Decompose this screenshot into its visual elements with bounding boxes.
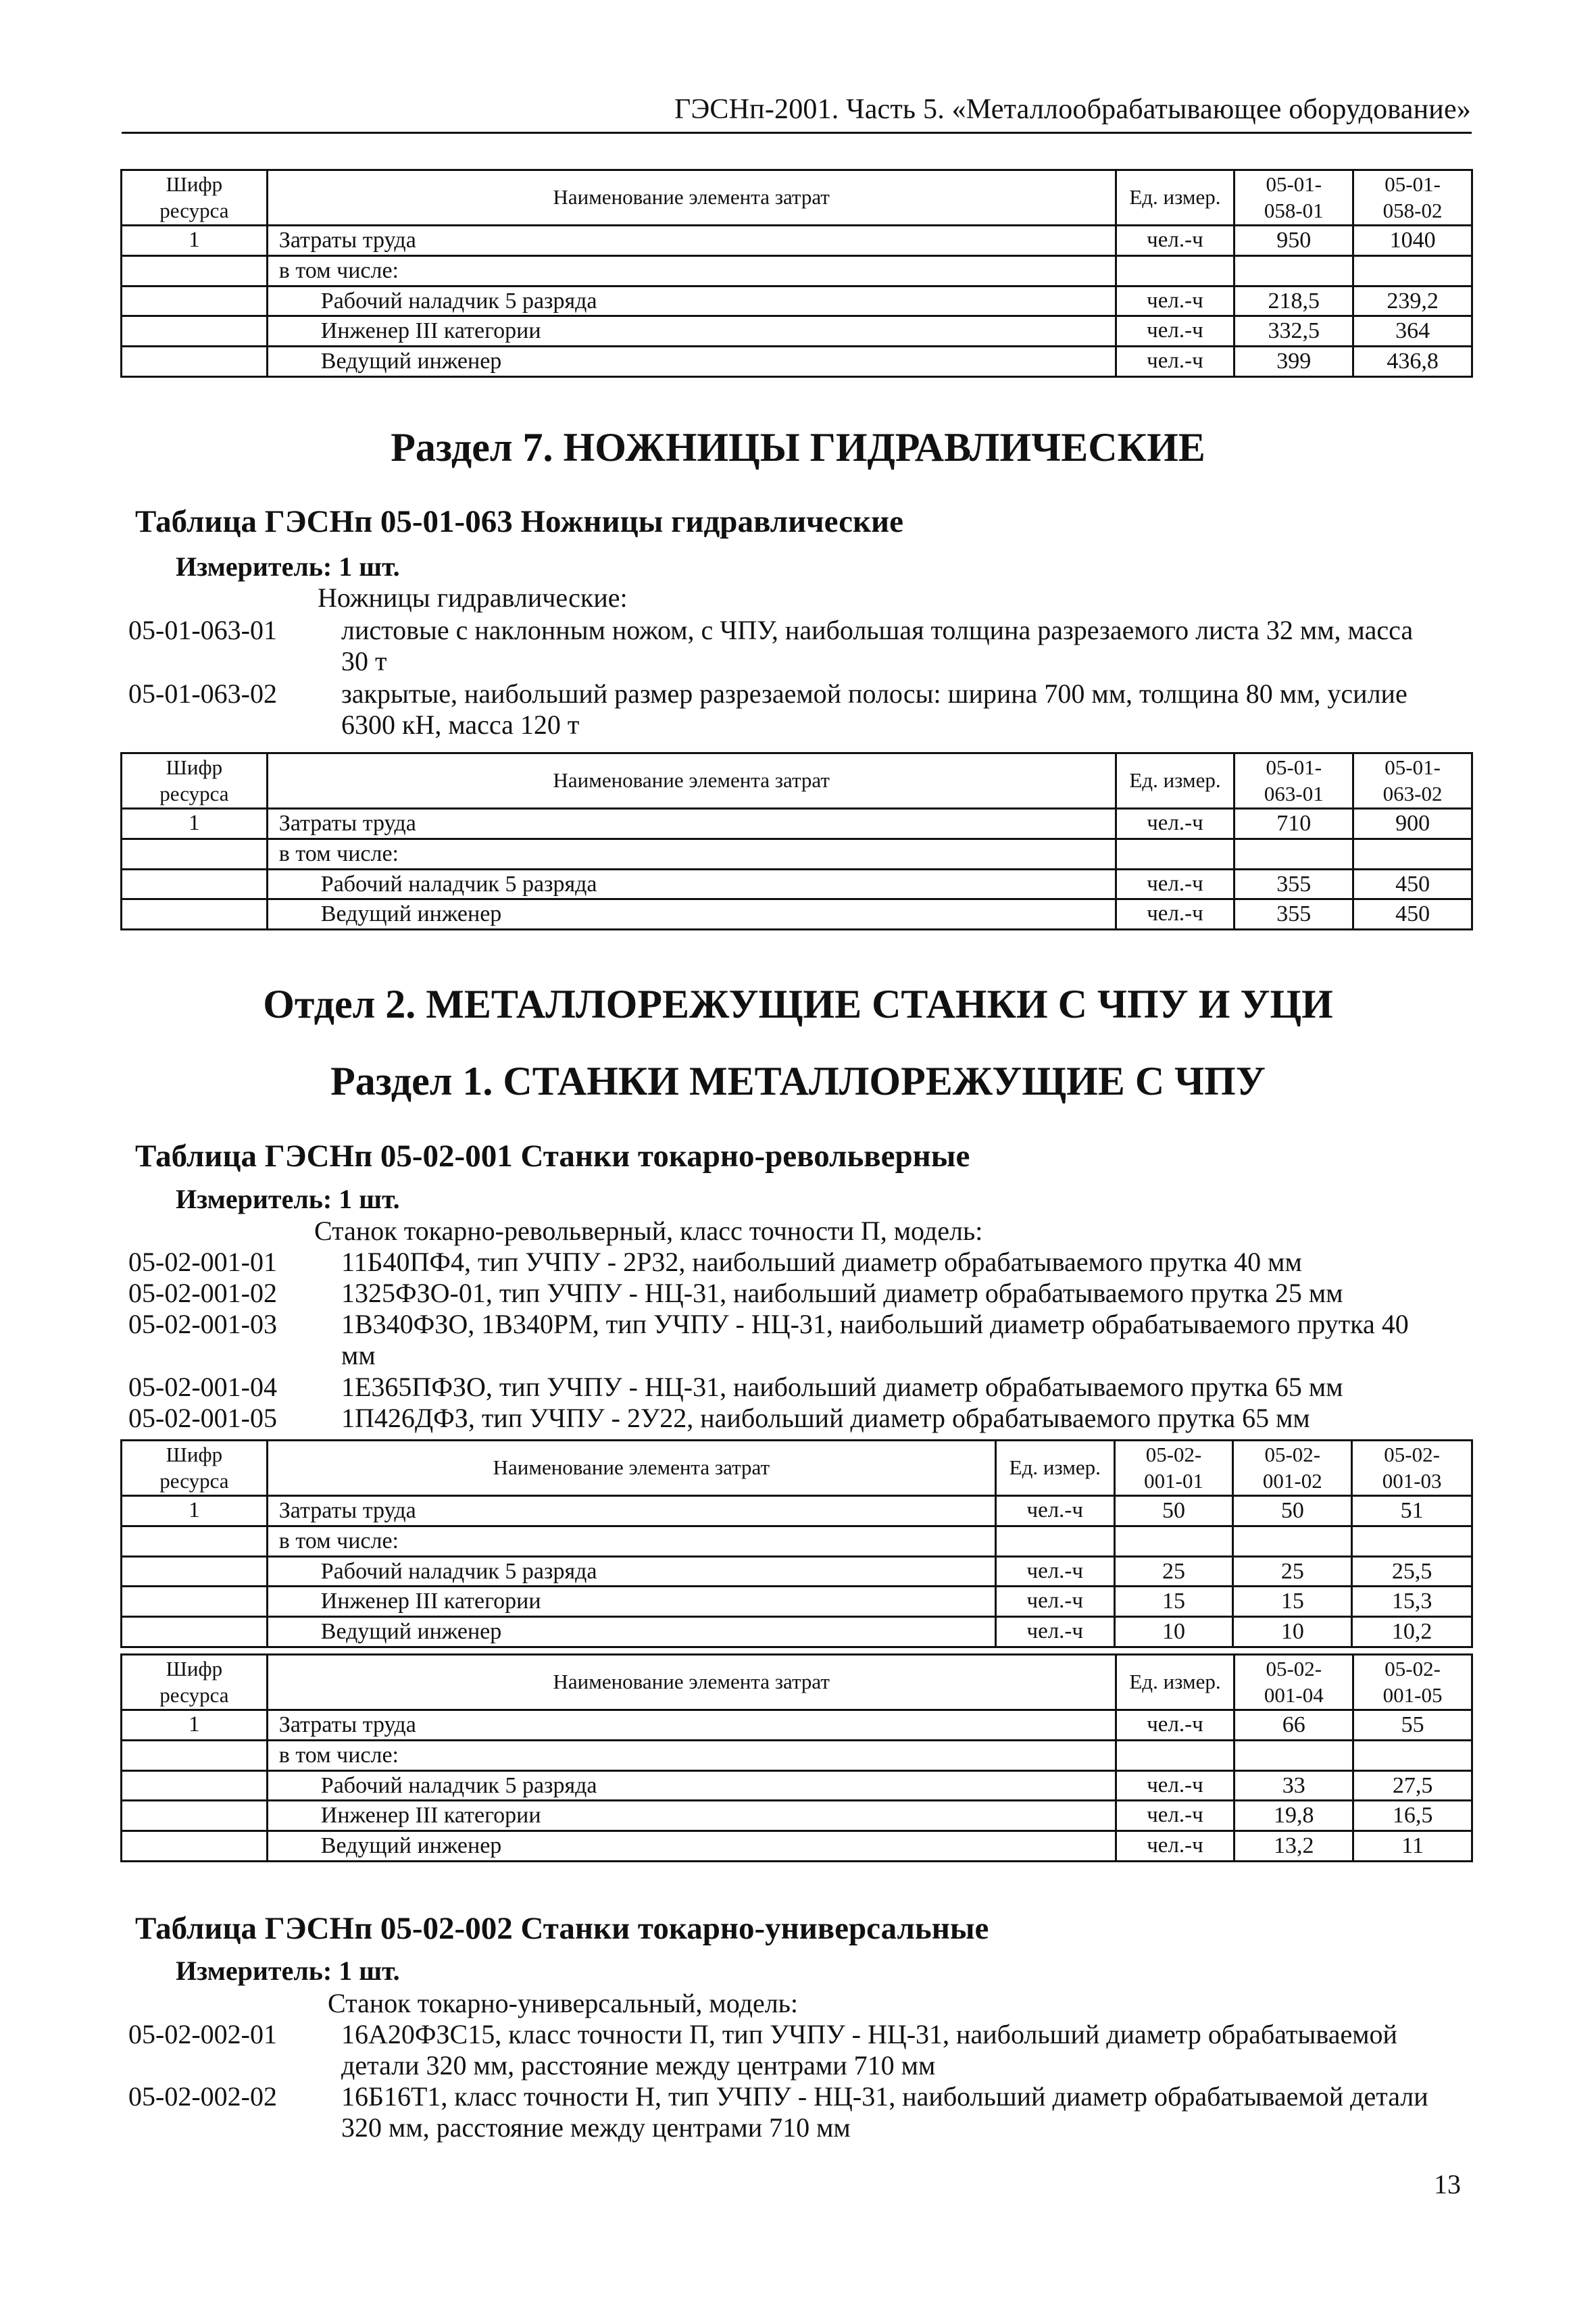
table-02-001-title: Таблица ГЭСНп 05-02-001 Станки токарно-револьверные: [135, 1139, 970, 1174]
item-description: 1П426ДФЗ, тип УЧПУ - 2У22, наибольший диаметр обрабатываемого прутка 65 мм: [341, 1403, 1310, 1433]
item-code: 05-02-001-04: [128, 1372, 277, 1402]
row-name: Инженер III категории: [320, 318, 541, 344]
table-063-meter: Измеритель: 1 шт.: [176, 551, 400, 582]
row-value: [1114, 1526, 1233, 1556]
row-name: Инженер III категории: [320, 1589, 541, 1614]
row-unit: [995, 1526, 1114, 1556]
row-code: 1: [122, 1496, 268, 1526]
row-code: [122, 1740, 268, 1770]
col-header-code: Шифр ресурса: [122, 1441, 268, 1496]
col-header-001-02: 05-02- 001-02: [1233, 1441, 1352, 1496]
col-header-058-02: 05-01- 058-02: [1353, 170, 1472, 226]
department-2-heading: Отдел 2. МЕТАЛЛОРЕЖУЩИЕ СТАНКИ С ЧПУ И УЦИ: [263, 982, 1333, 1026]
row-value: 16,5: [1353, 1801, 1472, 1831]
col-header-code: Шифр ресурса: [122, 170, 268, 226]
row-unit: чел.-ч: [1116, 1801, 1235, 1831]
col-header-name: Наименование элемента затрат: [267, 1655, 1116, 1710]
item-description: листовые с наклонным ножом, с ЧПУ, наибольшая толщина разрезаемого листа 32 мм, масса 30 т: [341, 615, 1414, 676]
item-code: 05-01-063-01: [128, 615, 277, 645]
col-header-063-01: 05-01- 063-01: [1235, 753, 1353, 809]
table-063-title: Таблица ГЭСНп 05-01-063 Ножницы гидравлические: [135, 504, 903, 539]
row-value: [1235, 255, 1353, 286]
row-value: 50: [1114, 1496, 1233, 1526]
row-unit: чел.-ч: [1116, 347, 1235, 377]
cost-table-058: [120, 169, 1473, 378]
row-value: 10: [1114, 1617, 1233, 1647]
table-02-002-title: Таблица ГЭСНп 05-02-002 Станки токарно-универсальные: [135, 1911, 989, 1946]
row-code: [122, 286, 268, 316]
row-value: [1235, 839, 1353, 869]
col-header-001-04: 05-02- 001-04: [1235, 1655, 1353, 1710]
row-value: 364: [1353, 316, 1472, 347]
col-header-code: Шифр ресурса: [122, 1655, 268, 1710]
col-header-unit: Ед. измер.: [1116, 170, 1235, 226]
row-value: 27,5: [1353, 1770, 1472, 1801]
row-name: Рабочий наладчик 5 разряда: [320, 871, 597, 897]
row-unit: чел.-ч: [1116, 226, 1235, 256]
row-name: Инженер III категории: [320, 1803, 541, 1828]
row-value: 332,5: [1235, 316, 1353, 347]
row-name: Затраты труда: [267, 809, 1116, 839]
row-value: 450: [1353, 899, 1472, 930]
row-code: [122, 1556, 268, 1587]
table-row: [122, 1801, 1472, 1831]
row-value: 710: [1235, 809, 1353, 839]
row-code: 1: [122, 226, 268, 256]
row-name: Рабочий наладчик 5 разряда: [320, 1772, 597, 1798]
row-unit: чел.-ч: [995, 1496, 1114, 1526]
table-row: [122, 255, 1472, 286]
row-name: Рабочий наладчик 5 разряда: [320, 288, 597, 314]
table-row: [122, 1740, 1472, 1770]
table-02-001-meter: Измеритель: 1 шт.: [176, 1184, 400, 1214]
item-code: 05-02-002-01: [128, 2019, 277, 2049]
row-name: Ведущий инженер: [320, 1833, 502, 1859]
item-description: 11Б40ПФ4, тип УЧПУ - 2Р32, наибольший диаметр обрабатываемого прутка 40 мм: [341, 1247, 1302, 1277]
row-value: [1353, 1740, 1472, 1770]
row-name: в том числе:: [267, 1526, 995, 1556]
row-unit: [1116, 1740, 1235, 1770]
table-row: [122, 809, 1472, 839]
cost-table-02-001-a: [120, 1439, 1473, 1648]
row-code: [122, 316, 268, 347]
item-code: 05-02-001-01: [128, 1247, 277, 1277]
row-value: 19,8: [1235, 1801, 1353, 1831]
row-code: [122, 869, 268, 899]
table-header-row: [122, 170, 1472, 226]
item-description: 1В340ФЗО, 1В340РМ, тип УЧПУ - НЦ-31, наибольший диаметр обрабатываемого прутка 40 мм: [341, 1309, 1409, 1370]
row-unit: чел.-ч: [1116, 1770, 1235, 1801]
col-header-code: Шифр ресурса: [122, 753, 268, 809]
item-description: 1325ФЗО-01, тип УЧПУ - НЦ-31, наибольший диаметр обрабатываемого прутка 25 мм: [341, 1278, 1343, 1308]
table-row: [122, 869, 1472, 899]
row-code: [122, 1801, 268, 1831]
col-header-unit: Ед. измер.: [1116, 753, 1235, 809]
row-name: Затраты труда: [267, 1496, 995, 1526]
row-value: 50: [1233, 1496, 1352, 1526]
table-row: [122, 899, 1472, 930]
row-value: 13,2: [1235, 1831, 1353, 1862]
col-header-unit: Ед. измер.: [995, 1441, 1114, 1496]
table-header-row: [122, 753, 1472, 809]
row-unit: чел.-ч: [1116, 899, 1235, 930]
row-value: [1352, 1526, 1472, 1556]
row-unit: чел.-ч: [1116, 1831, 1235, 1862]
row-code: [122, 1770, 268, 1801]
row-unit: чел.-ч: [1116, 809, 1235, 839]
row-value: 15: [1233, 1587, 1352, 1617]
col-header-001-05: 05-02- 001-05: [1353, 1655, 1472, 1710]
running-header: ГЭСНп-2001. Часть 5. «Металлообрабатывающее оборудование»: [674, 94, 1471, 125]
row-name: в том числе:: [267, 839, 1116, 869]
row-value: 25,5: [1352, 1556, 1472, 1587]
row-value: [1353, 839, 1472, 869]
row-name: Ведущий инженер: [320, 1619, 502, 1645]
item-description: закрытые, наибольший размер разрезаемой полосы: ширина 700 мм, толщина 80 мм, усилие 6300 кН, масса 120 т: [341, 678, 1407, 740]
row-value: 450: [1353, 869, 1472, 899]
row-code: [122, 839, 268, 869]
row-name: Ведущий инженер: [320, 901, 502, 927]
table-row: [122, 347, 1472, 377]
item-code: 05-02-001-05: [128, 1403, 277, 1433]
col-header-001-03: 05-02- 001-03: [1352, 1441, 1472, 1496]
table-02-002-meter: Измеритель: 1 шт.: [176, 1956, 400, 1986]
item-description: 16Б16Т1, класс точности Н, тип УЧПУ - НЦ-31, наибольший диаметр обрабатываемой детали 320 мм, расстояние между центрами 710 мм: [341, 2081, 1428, 2143]
col-header-name: Наименование элемента затрат: [267, 753, 1116, 809]
row-unit: чел.-ч: [995, 1556, 1114, 1587]
col-header-001-01: 05-02- 001-01: [1114, 1441, 1233, 1496]
row-value: 33: [1235, 1770, 1353, 1801]
col-header-058-01: 05-01- 058-01: [1235, 170, 1353, 226]
table-row: [122, 226, 1472, 256]
row-value: 355: [1235, 869, 1353, 899]
section-1-heading: Раздел 1. СТАНКИ МЕТАЛЛОРЕЖУЩИЕ С ЧПУ: [330, 1059, 1266, 1103]
row-value: [1233, 1526, 1352, 1556]
row-value: 15: [1114, 1587, 1233, 1617]
table-row: [122, 1770, 1472, 1801]
row-code: [122, 1587, 268, 1617]
col-header-unit: Ед. измер.: [1116, 1655, 1235, 1710]
col-header-063-02: 05-01- 063-02: [1353, 753, 1472, 809]
row-value: 218,5: [1235, 286, 1353, 316]
row-value: 1040: [1353, 226, 1472, 256]
cost-table-063: [120, 752, 1473, 930]
row-unit: чел.-ч: [1116, 869, 1235, 899]
table-row: [122, 1617, 1472, 1647]
item-code: 05-02-001-03: [128, 1309, 277, 1339]
row-code: 1: [122, 809, 268, 839]
row-name: в том числе:: [267, 255, 1116, 286]
item-code: 05-01-063-02: [128, 678, 277, 709]
page-number: 13: [1434, 2169, 1461, 2199]
row-code: [122, 1617, 268, 1647]
row-name: Ведущий инженер: [320, 349, 502, 374]
row-value: 399: [1235, 347, 1353, 377]
item-description: 1Е365ПФЗО, тип УЧПУ - НЦ-31, наибольший диаметр обрабатываемого прутка 65 мм: [341, 1372, 1343, 1402]
row-unit: чел.-ч: [1116, 286, 1235, 316]
row-value: 900: [1353, 809, 1472, 839]
row-unit: чел.-ч: [1116, 1710, 1235, 1741]
header-rule: [122, 132, 1472, 134]
row-unit: чел.-ч: [1116, 316, 1235, 347]
row-value: 25: [1233, 1556, 1352, 1587]
table-063-intro: Ножницы гидравлические:: [318, 582, 628, 613]
row-value: 10: [1233, 1617, 1352, 1647]
table-row: [122, 1587, 1472, 1617]
table-row: [122, 1710, 1472, 1741]
table-row: [122, 1831, 1472, 1862]
table-row: [122, 316, 1472, 347]
row-name: Рабочий наладчик 5 разряда: [320, 1558, 597, 1584]
row-value: 15,3: [1352, 1587, 1472, 1617]
table-02-002-intro: Станок токарно-универсальный, модель:: [328, 1988, 799, 2018]
col-header-name: Наименование элемента затрат: [267, 170, 1116, 226]
row-unit: чел.-ч: [995, 1617, 1114, 1647]
row-value: 66: [1235, 1710, 1353, 1741]
row-code: [122, 899, 268, 930]
item-code: 05-02-001-02: [128, 1278, 277, 1308]
row-name: Затраты труда: [267, 1710, 1116, 1741]
row-unit: [1116, 839, 1235, 869]
row-value: 355: [1235, 899, 1353, 930]
row-unit: чел.-ч: [995, 1587, 1114, 1617]
row-value: 436,8: [1353, 347, 1472, 377]
row-value: [1235, 1740, 1353, 1770]
row-value: 10,2: [1352, 1617, 1472, 1647]
table-row: [122, 1496, 1472, 1526]
row-code: [122, 1831, 268, 1862]
row-name: в том числе:: [267, 1740, 1116, 1770]
row-value: 239,2: [1353, 286, 1472, 316]
row-value: 950: [1235, 226, 1353, 256]
row-name: Затраты труда: [267, 226, 1116, 256]
row-value: [1353, 255, 1472, 286]
table-row: [122, 1526, 1472, 1556]
item-code: 05-02-002-02: [128, 2081, 277, 2112]
row-value: 55: [1353, 1710, 1472, 1741]
section-7-heading: Раздел 7. НОЖНИЦЫ ГИДРАВЛИЧЕСКИЕ: [391, 425, 1205, 470]
row-value: 11: [1353, 1831, 1472, 1862]
col-header-name: Наименование элемента затрат: [267, 1441, 995, 1496]
row-value: 51: [1352, 1496, 1472, 1526]
table-header-row: [122, 1441, 1472, 1496]
table-header-row: [122, 1655, 1472, 1710]
row-unit: [1116, 255, 1235, 286]
table-02-001-intro: Станок токарно-револьверный, класс точности П, модель:: [314, 1216, 983, 1246]
table-row: [122, 1556, 1472, 1587]
row-value: 25: [1114, 1556, 1233, 1587]
row-code: [122, 255, 268, 286]
table-row: [122, 839, 1472, 869]
cost-table-02-001-b: [120, 1653, 1473, 1862]
row-code: [122, 1526, 268, 1556]
table-row: [122, 286, 1472, 316]
row-code: [122, 347, 268, 377]
row-code: 1: [122, 1710, 268, 1741]
item-description: 16А20ФЗС15, класс точности П, тип УЧПУ - НЦ-31, наибольший диаметр обрабатываемой детали 320 мм, расстояние между центрами 710 мм: [341, 2019, 1397, 2081]
